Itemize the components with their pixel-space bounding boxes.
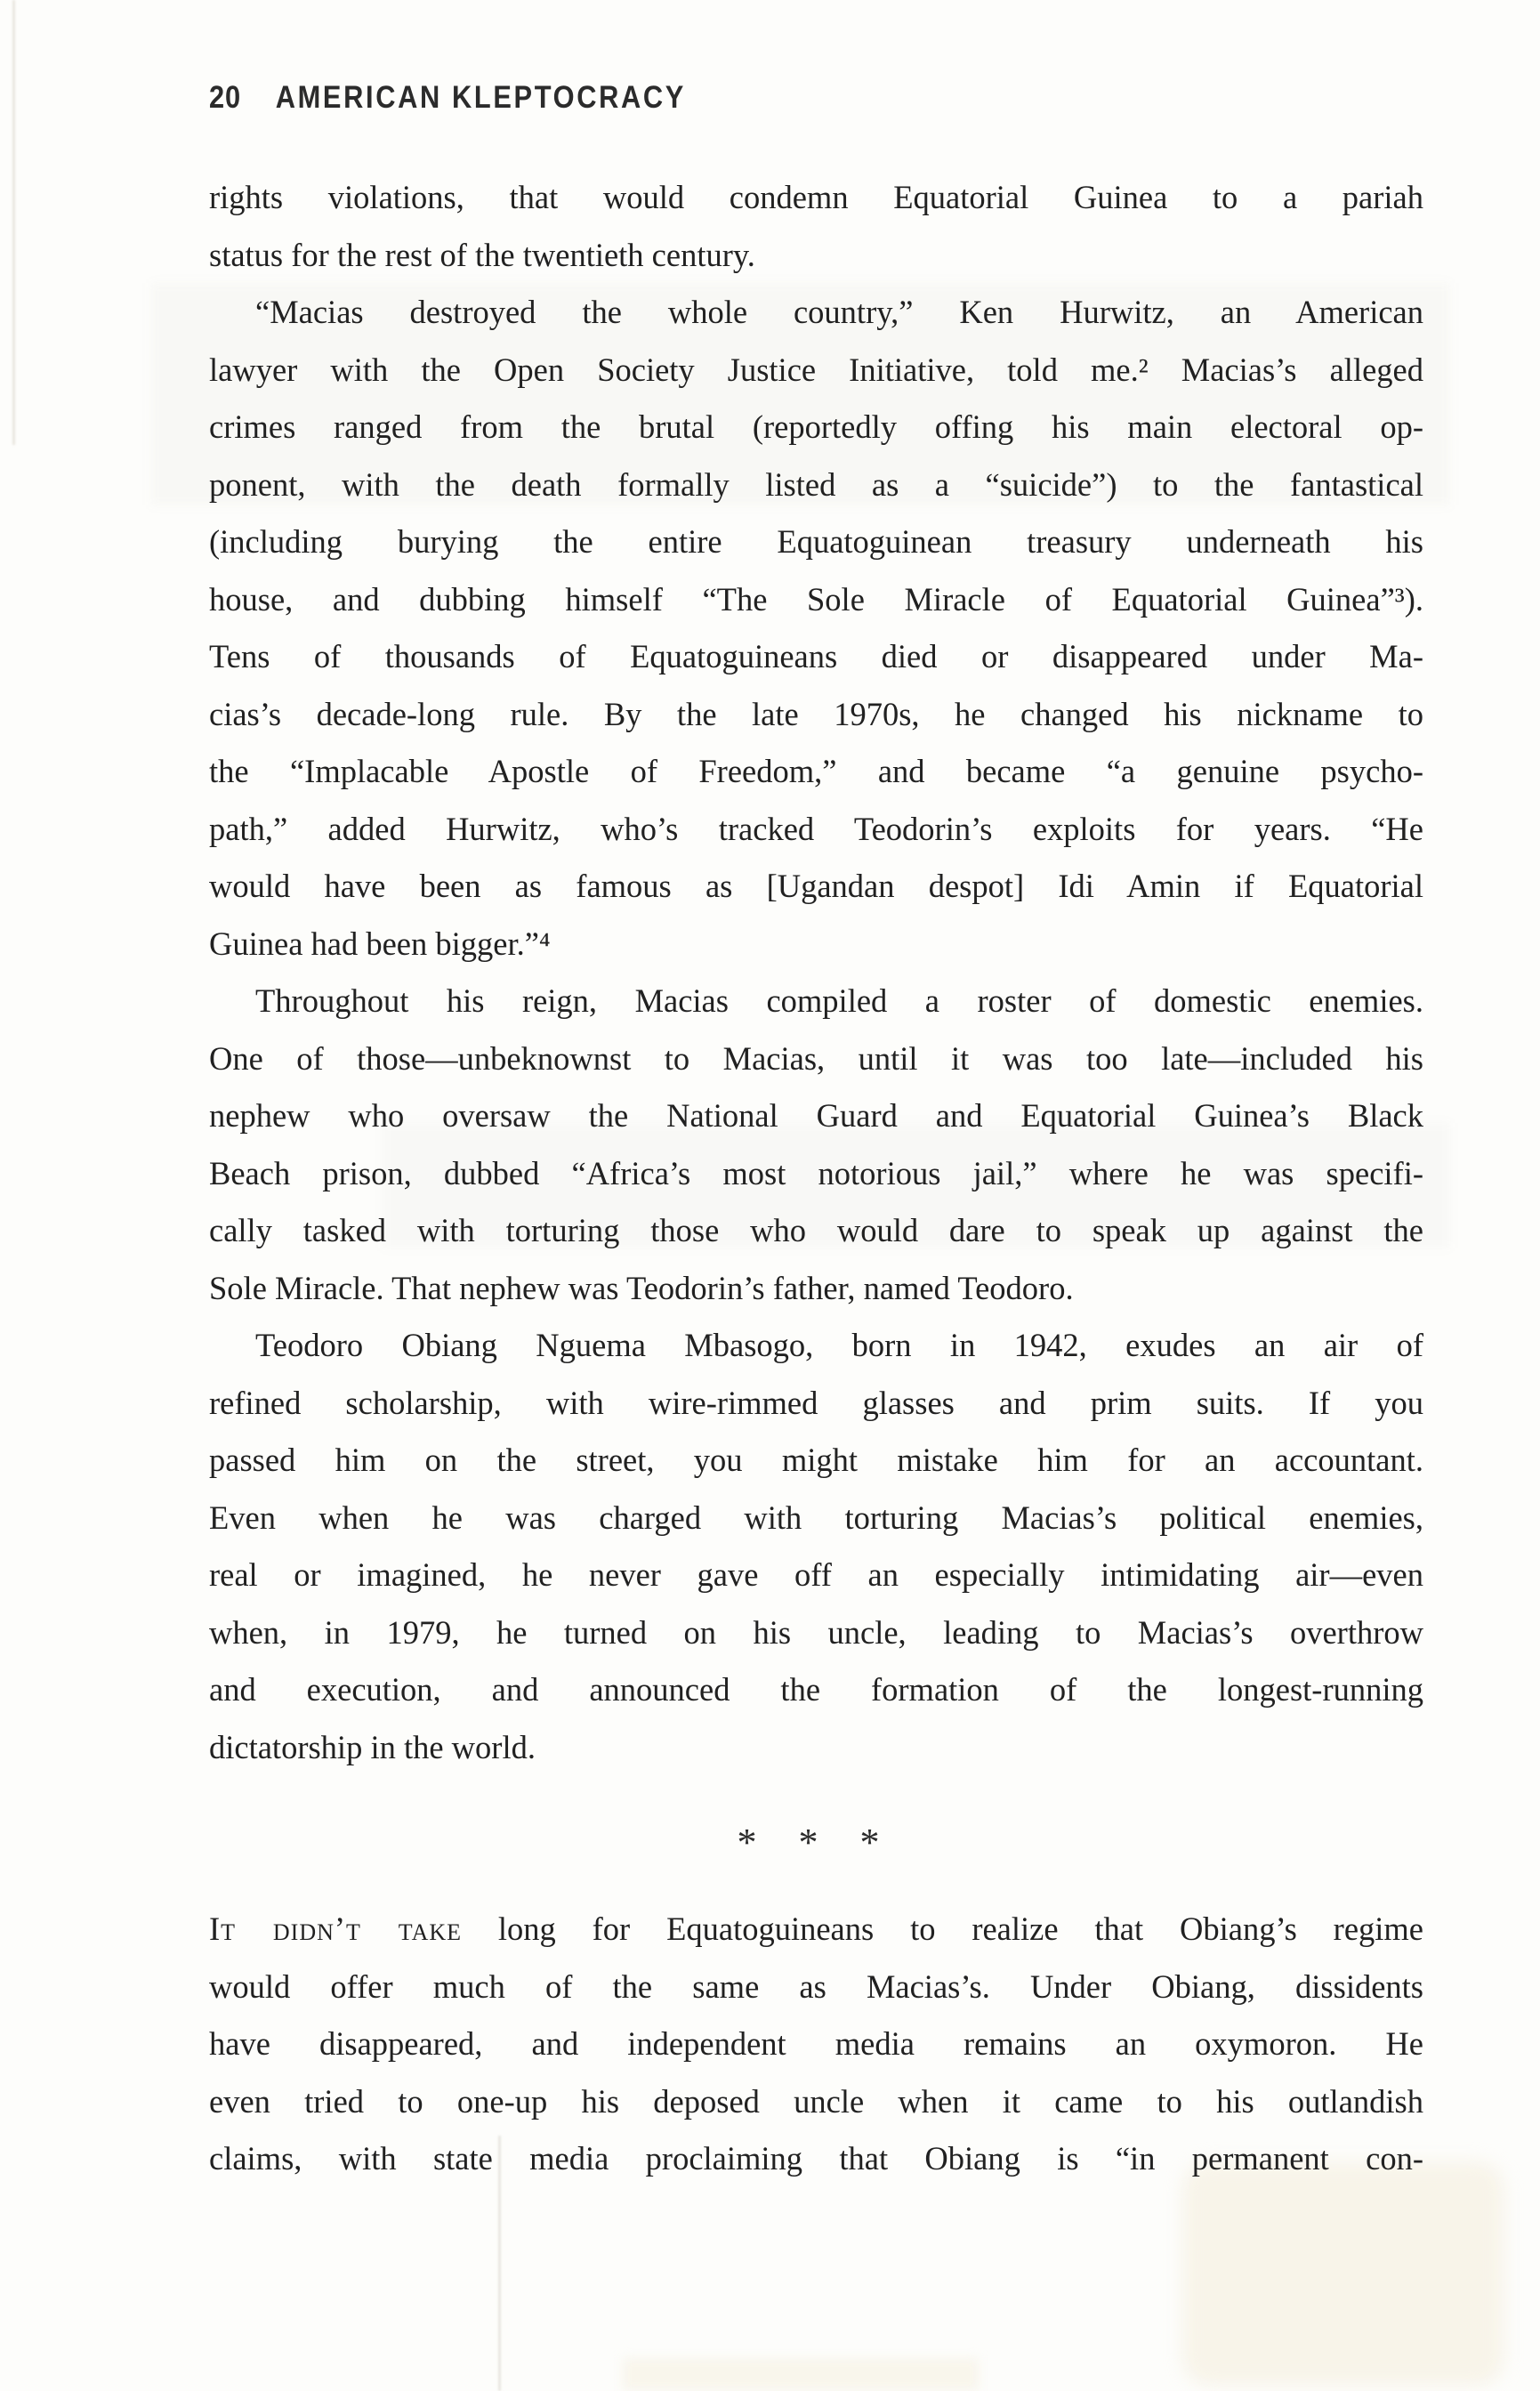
scan-smudge xyxy=(1183,2162,1504,2385)
text-line: cally tasked with torturing those who would dare to speak up against the xyxy=(209,1212,1423,1248)
text-line: even tried to one-up his deposed uncle when it came to his outlandish xyxy=(209,2082,1423,2120)
text-line: when, in 1979, he turned on his uncle, leading to Macias’s overthrow xyxy=(209,1613,1423,1651)
text-line: the “Implacable Apostle of Freedom,” and became “a genuine psycho- xyxy=(209,753,1423,789)
smallcaps-lead: It didn’t take xyxy=(209,1910,463,1947)
text-line: cias’s decade-long rule. By the late 1970s, he changed his nickname to xyxy=(209,695,1423,732)
body-text xyxy=(209,169,1423,2188)
text-line: One of those—unbeknownst to Macias, until it was too late—included his xyxy=(209,1039,1423,1077)
text-line: Tens of thousands of Equatoguineans died or disappeared under Ma- xyxy=(209,638,1423,674)
text-line: would have been as famous as [Ugandan despot] Idi Amin if Equatorial xyxy=(209,868,1423,904)
text-line: Throughout his reign, Macias compiled a roster of domestic enemies. xyxy=(255,982,1423,1019)
text-line: would offer much of the same as Macias’s. Under Obiang, dissidents xyxy=(209,1967,1423,2005)
text-line: It didn’t take long for Equatoguineans to realize that Obiang’s regime xyxy=(209,1910,1424,1947)
running-head xyxy=(209,80,686,116)
text-line: crimes ranged from the brutal (reportedly offing his main electoral op- xyxy=(209,408,1423,445)
text-line: have disappeared, and independent media remains an oxymoron. He xyxy=(209,2025,1423,2062)
text-line: and execution, and announced the formation of the longest-running xyxy=(209,1671,1423,1708)
page-number: 20 xyxy=(209,80,242,115)
text-line: refined scholarship, with wire-rimmed glasses and prim suits. If you xyxy=(209,1384,1423,1421)
text-line: Teodoro Obiang Nguema Mbasogo, born in 1942, exudes an air of xyxy=(255,1327,1423,1363)
text-line: dictatorship in the world. xyxy=(209,1728,536,1765)
section-break: * * * xyxy=(737,1821,896,1864)
scan-edge-line xyxy=(12,0,15,445)
text-line: Even when he was charged with torturing Macias’s political enemies, xyxy=(209,1498,1423,1536)
text-line: lawyer with the Open Society Justice Initiative, told me.² Macias’s alleged xyxy=(209,351,1423,388)
text-line: Beach prison, dubbed “Africa’s most notorious jail,” where he was specifi- xyxy=(209,1154,1423,1191)
text-line: real or imagined, he never gave off an especially intimidating air—even xyxy=(209,1556,1423,1593)
text-line: status for the rest of the twentieth century. xyxy=(209,236,755,273)
text-line: ponent, with the death formally listed as a “suicide”) to the fantastical xyxy=(209,465,1423,503)
text-line: passed him on the street, you might mistake him for an accountant. xyxy=(209,1442,1423,1478)
running-head-title: AMERICAN KLEPTOCRACY xyxy=(275,80,686,115)
text-line: rights violations, that would condemn Equatorial Guinea to a pariah xyxy=(209,179,1423,215)
text-line: house, and dubbing himself “The Sole Miracle of Equatorial Guinea”³). xyxy=(209,580,1423,618)
text-line: claims, with state media proclaiming that Obiang is “in permanent con- xyxy=(209,2140,1423,2177)
text-line: path,” added Hurwitz, who’s tracked Teodorin’s exploits for years. “He xyxy=(209,810,1423,847)
text-line: “Macias destroyed the whole country,” Ken Hurwitz, an American xyxy=(255,294,1423,330)
text-line: (including burying the entire Equatoguinean treasury underneath his xyxy=(209,523,1423,560)
text-line: Sole Miracle. That nephew was Teodorin’s father, named Teodoro. xyxy=(209,1269,1074,1306)
text-line: Guinea had been bigger.”⁴ xyxy=(209,925,551,962)
text-line: nephew who oversaw the National Guard and Equatorial Guinea’s Black xyxy=(209,1097,1423,1134)
scan-smudge xyxy=(623,2358,979,2391)
